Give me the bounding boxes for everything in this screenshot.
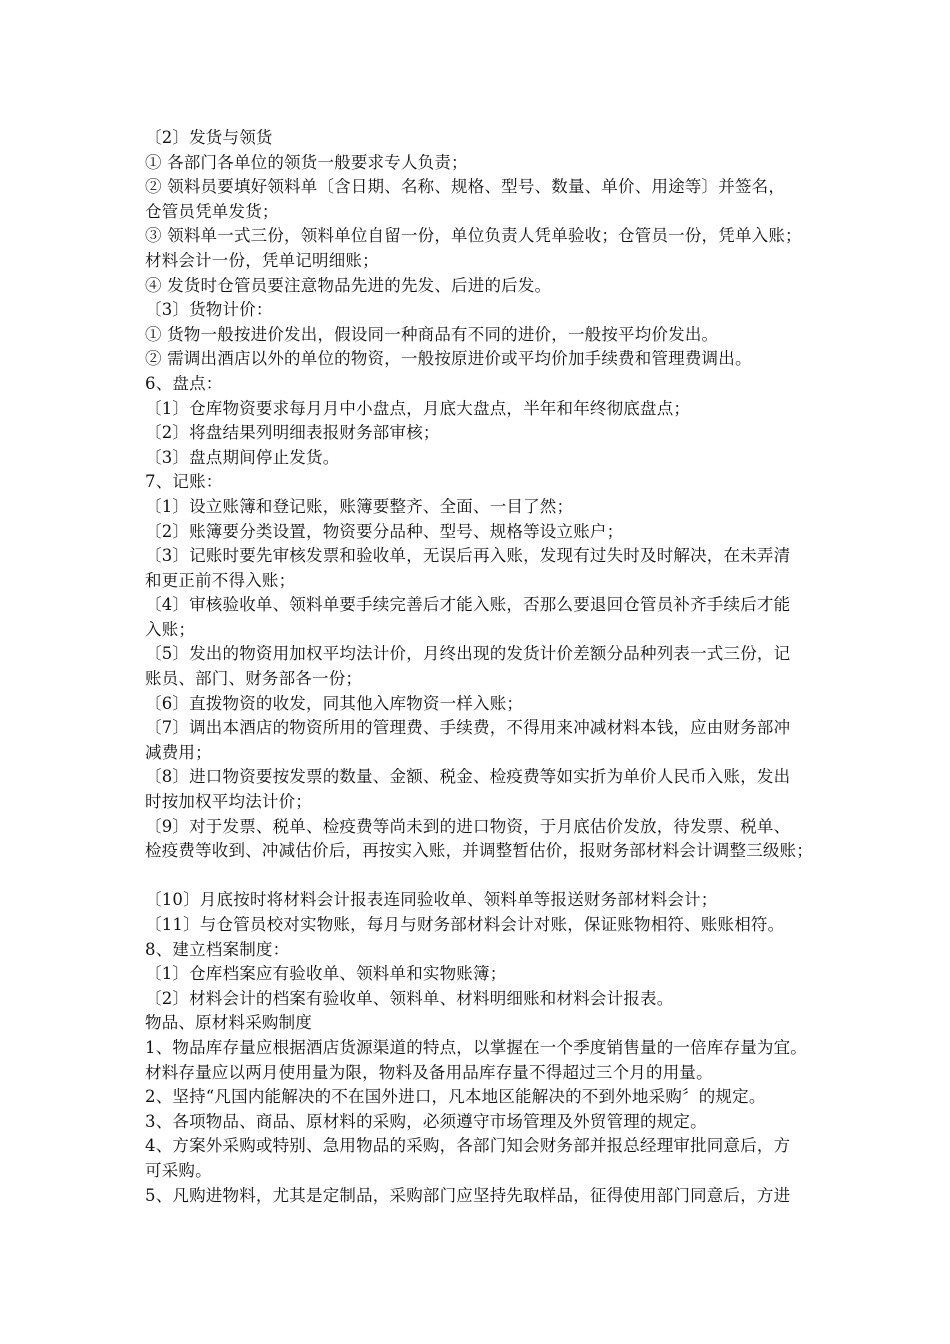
text-line: 〔2〕发货与领货	[145, 128, 273, 147]
text-line: 仓管员凭单发货；	[145, 201, 279, 221]
text-line: 7、记账：	[145, 472, 223, 492]
text-line: 3、各项物品、商品、原材料的采购，必须遵守市场管理及外贸管理的规定。	[145, 1111, 707, 1131]
text-line: ④ 发货时仓管员要注意物品先进的先发、后进的后发。	[145, 275, 552, 295]
text-line: 入账；	[145, 619, 196, 639]
text-line: 可采购。	[145, 1160, 212, 1180]
text-line: 〔2〕将盘结果列明细表报财务部审核；	[145, 423, 440, 443]
text-line: 〔1〕仓库物资要求每月月中小盘点，月底大盘点，半年和年终彻底盘点；	[145, 398, 691, 418]
text-line: 物品、原材料采购制度	[145, 1013, 312, 1033]
text-line: 〔7〕调出本酒店的物资所用的管理费、手续费，不得用来冲减材料本钱，应由财务部冲	[145, 718, 791, 738]
text-line: 5、凡购进物料，尤其是定制品，采购部门应坚持先取样品，征得使用部门同意后，方进	[145, 1185, 791, 1205]
text-line: ① 货物一般按进价发出，假设同一种商品有不同的进价，一般按平均价发出。	[145, 324, 719, 344]
text-line: 〔3〕盘点期间停止发货。	[145, 447, 340, 467]
text-line: 〔6〕直拨物资的收发，同其他入库物资一样入账；	[145, 693, 524, 713]
text-line: 〔3〕货物计价：	[145, 300, 273, 320]
text-line: 〔2〕账簿要分类设置，物资要分品种、型号、规格等设立账户；	[145, 521, 624, 541]
text-line: ① 各部门各单位的领货一般要求专人负责；	[145, 152, 468, 172]
blank-line	[145, 864, 905, 889]
document-body	[145, 126, 905, 1208]
text-line: 〔9〕对于发票、税单、检疫费等尚未到的进口物资，于月底估价发放，待发票、税单、	[145, 816, 791, 836]
text-line: 〔8〕进口物资要按发票的数量、金额、税金、检疫费等如实折为单价人民币入账，发出	[145, 767, 791, 787]
text-line: 检疫费等收到、冲减估价后，再按实入账，并调整暂估价，报财务部材料会计调整三级账；	[145, 841, 813, 861]
text-line: 8、建立档案制度：	[145, 939, 290, 959]
text-line: 〔1〕设立账簿和登记账，账簿要整齐、全面、一目了然；	[145, 496, 574, 516]
text-line: 时按加权平均法计价；	[145, 792, 312, 812]
text-line: 材料会计一份，凭单记明细账；	[145, 250, 379, 270]
text-line: 和更正前不得入账；	[145, 570, 296, 590]
text-line: ③ 领料单一式三份，领料单位自留一份，单位负责人凭单验收；仓管员一份，凭单入账；	[145, 226, 802, 246]
text-line: 〔10〕月底按时将材料会计报表连同验收单、领料单等报送财务部材料会计；	[145, 890, 718, 910]
text-line: 材料存量应以两月使用量为限，物料及备用品库存量不得超过三个月的用量。	[145, 1062, 713, 1082]
text-line: 〔4〕审核验收单、领料单要手续完善后才能入账，否那么要退回仓管员补齐手续后才能	[145, 595, 791, 615]
text-line: 〔2〕材料会计的档案有验收单、领料单、材料明细账和材料会计报表。	[145, 988, 674, 1008]
text-line: 4、方案外采购或特别、急用物品的采购，各部门知会财务部并报总经理审批同意后，方	[145, 1136, 791, 1156]
text-line: 〔3〕记账时要先审核发票和验收单，无误后再入账，发现有过失时及时解决，在未弄清	[145, 546, 791, 566]
text-line: 〔11〕与仓管员校对实物账，每月与财务部材料会计对账，保证账物相符、账账相符。	[145, 915, 785, 934]
text-line: 6、盘点：	[145, 373, 223, 393]
text-line: 〔1〕仓库档案应有验收单、领料单和实物账簿；	[145, 964, 507, 984]
text-line: ② 需调出酒店以外的单位的物资，一般按原进价或平均价加手续费和管理费调出。	[145, 349, 752, 369]
text-line: 1、物品库存量应根据酒店货源渠道的特点，以掌握在一个季度销售量的一倍库存量为宜。	[145, 1037, 807, 1057]
text-line: 账员、部门、财务部各一份；	[145, 669, 363, 689]
text-line: 减费用；	[145, 742, 212, 762]
text-line: ② 领料员要填好领料单〔含日期、名称、规格、型号、数量、单价、用途等〕并签名，	[145, 177, 786, 197]
text-line: 〔5〕发出的物资用加权平均法计价，月终出现的发货计价差额分品种列表一式三份，记	[145, 644, 791, 664]
text-line: 2、坚持“凡国内能解决的不在国外进口，凡本地区能解决的不到外地采购〞的规定。	[145, 1087, 766, 1107]
